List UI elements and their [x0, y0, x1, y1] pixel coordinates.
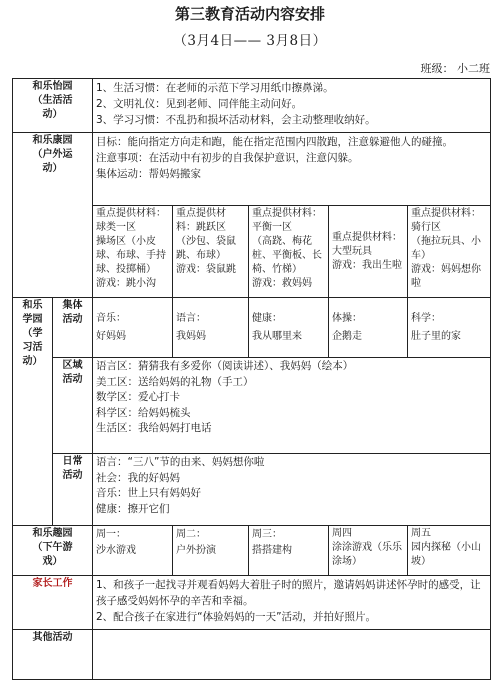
date-range: （3月4日—— 3月8日） [173, 33, 327, 49]
cell-line: （沙包、袋鼠跳、布球） [176, 236, 236, 261]
parent-content [93, 576, 491, 630]
day-label: 周五 [411, 528, 431, 539]
cell-line: 游戏：跳小沟 [96, 278, 156, 289]
daily-line: 健康：擦开它们 [96, 502, 170, 515]
day-game: 户外扮演 [176, 545, 216, 556]
study-group-row [13, 298, 491, 358]
area-line: 生活区：我给妈妈打电话 [96, 422, 212, 434]
life-heading [13, 79, 93, 133]
class-label: 班级： [420, 62, 454, 75]
cell-value: 好妈妈 [96, 330, 126, 342]
afternoon-heading-1: 和乐趣园 [32, 528, 73, 539]
outdoor-heading-1: 和乐康园 [32, 135, 73, 146]
area-activity-heading [53, 358, 93, 454]
group-activity-cell [249, 298, 329, 358]
area-line: 语言区：猜猜我有多爱你（阅读讲述）、我妈妈（绘本） [96, 360, 354, 372]
cell-line: 操场区（小皮球、布球、手持球、投掷桶） [96, 236, 166, 275]
afternoon-heading-3: 戏） [42, 556, 63, 567]
study-area-row [13, 358, 491, 454]
area-line: 科学区：给妈妈梳头 [96, 406, 191, 419]
outdoor-cell [249, 206, 329, 298]
life-heading-2: （生活活 [32, 95, 73, 106]
outdoor-cell [408, 206, 491, 298]
outdoor-heading [13, 133, 93, 298]
other-content [93, 630, 491, 680]
area-line: 数学区：爱心打卡 [96, 391, 180, 403]
day-game: 沙水游戏 [96, 545, 136, 556]
cell-line: 重点提供材料：平衡一区 [252, 208, 322, 233]
subhead-line: 集体 [62, 300, 83, 311]
study-heading-1: 和乐 [22, 300, 43, 311]
daily-line: 社会：我的好妈妈 [96, 471, 180, 484]
class-info [330, 62, 490, 76]
life-item: 2、文明礼仪：见到老师、同伴能主动问好。 [96, 98, 303, 110]
parent-line: 2、配合孩子在家进行“体验妈妈的一天”活动，并拍好照片。 [96, 611, 377, 623]
schedule-table [12, 78, 491, 680]
outdoor-cell [93, 206, 173, 298]
afternoon-day [93, 526, 173, 576]
cell-label: 科学： [411, 312, 441, 324]
page-title: 第三教育活动内容安排 [174, 5, 325, 23]
cell-line: （高跷、梅花桩、平衡板、长椅、竹梯） [252, 236, 322, 275]
group-activity-cell [93, 298, 173, 358]
cell-line: 游戏：袋鼠跳 [176, 264, 236, 275]
life-row [13, 79, 491, 133]
cell-line: 重点提供材料：大型玩具 [332, 231, 402, 257]
afternoon-day [173, 526, 249, 576]
afternoon-heading-2: （下午游 [32, 542, 73, 553]
cell-label: 体操： [332, 312, 362, 324]
cell-line: 重点提供材料：跳跃区 [176, 208, 226, 233]
group-activity-cell [173, 298, 249, 358]
life-content [93, 79, 491, 133]
area-line: 美工区：送给妈妈的礼物（手工） [96, 375, 254, 388]
life-heading-1: 和乐怡园 [32, 81, 73, 92]
class-value: 小二班 [457, 62, 490, 75]
outdoor-note: 注意事项：在活动中有初步的自我保护意识，注意闪躲。 [96, 152, 359, 164]
cell-line: 重点提供材料：骑行区 [411, 208, 481, 233]
subhead-line: 区域 [62, 360, 83, 371]
day-game: 园内探秘（小山坡） [411, 542, 481, 567]
cell-label: 语言： [176, 312, 206, 324]
outdoor-goals [93, 133, 491, 206]
outdoor-row [13, 133, 491, 206]
subhead-line: 日常 [62, 456, 83, 467]
afternoon-day [408, 526, 491, 576]
outdoor-group-game: 集体运动：帮妈妈搬家 [96, 168, 201, 180]
afternoon-day [329, 526, 408, 576]
day-label: 周二： [176, 529, 206, 540]
afternoon-heading [13, 526, 93, 576]
life-item: 1、生活习惯：在老师的示范下学习用纸巾擦鼻涕。 [96, 82, 334, 94]
subhead-line: 活动 [62, 374, 83, 385]
cell-value: 肚子里的家 [411, 330, 461, 342]
other-row [13, 630, 491, 680]
cell-line: （拖拉玩具、小车） [411, 236, 481, 261]
other-heading: 其他活动 [13, 630, 93, 680]
daily-activity-heading [53, 454, 93, 526]
afternoon-row [13, 526, 491, 576]
outdoor-goal: 目标：能向指定方向走和跑，能在指定范围内四散跑，注意躲避他人的碰撞。 [96, 136, 453, 148]
outdoor-cell [173, 206, 249, 298]
day-game: 搭搭建构 [252, 545, 292, 556]
cell-value: 企鹅走 [332, 330, 362, 342]
day-label: 周四 [332, 528, 352, 539]
daily-line: 语言：“三八”节的由来、妈妈想你啦 [96, 456, 265, 468]
cell-line: 游戏：我出生啦 [332, 259, 402, 271]
cell-line: 重点提供材料：球类一区 [96, 208, 166, 233]
outdoor-heading-3: 动） [42, 163, 63, 174]
study-heading-3: （学 [22, 328, 43, 339]
outdoor-cell [329, 206, 408, 298]
study-heading-4: 习活 [22, 342, 43, 353]
parent-row [13, 576, 491, 630]
cell-line: 游戏：妈妈想你啦 [411, 264, 481, 289]
afternoon-day [249, 526, 329, 576]
life-item: 3、学习习惯：不乱扔和损坏活动材料，会主动整理收纳好。 [96, 114, 376, 126]
study-heading-5: 动） [22, 356, 43, 367]
daily-line: 音乐：世上只有妈妈好 [96, 487, 201, 499]
outdoor-heading-2: （户外运 [32, 149, 73, 160]
subhead-line: 活动 [62, 314, 83, 325]
cell-label: 音乐： [96, 312, 126, 324]
study-daily-row [13, 454, 491, 526]
study-heading [13, 298, 53, 526]
group-activity-cell [408, 298, 491, 358]
cell-label: 健康： [252, 312, 282, 324]
life-heading-3: 动） [42, 109, 63, 120]
cell-value: 我妈妈 [176, 330, 206, 342]
cell-value: 我从哪里来 [252, 330, 302, 342]
day-game: 涂涂游戏（乐乐涂场） [332, 542, 402, 567]
day-label: 周三： [252, 529, 282, 540]
subhead-line: 活动 [62, 470, 83, 481]
day-label: 周一： [96, 529, 126, 540]
study-heading-2: 学园 [22, 314, 43, 325]
group-activity-heading [53, 298, 93, 358]
daily-activity-content [93, 454, 491, 526]
parent-line: 1、和孩子一起找寻并观看妈妈大着肚子时的照片，邀请妈妈讲述怀孕时的感受，让孩子感受妈妈怀孕的辛苦和幸福。 [96, 579, 481, 607]
group-activity-cell [329, 298, 408, 358]
parent-heading: 家长工作 [13, 576, 93, 630]
cell-line: 游戏：救妈妈 [252, 278, 312, 289]
area-activity-content [93, 358, 491, 454]
